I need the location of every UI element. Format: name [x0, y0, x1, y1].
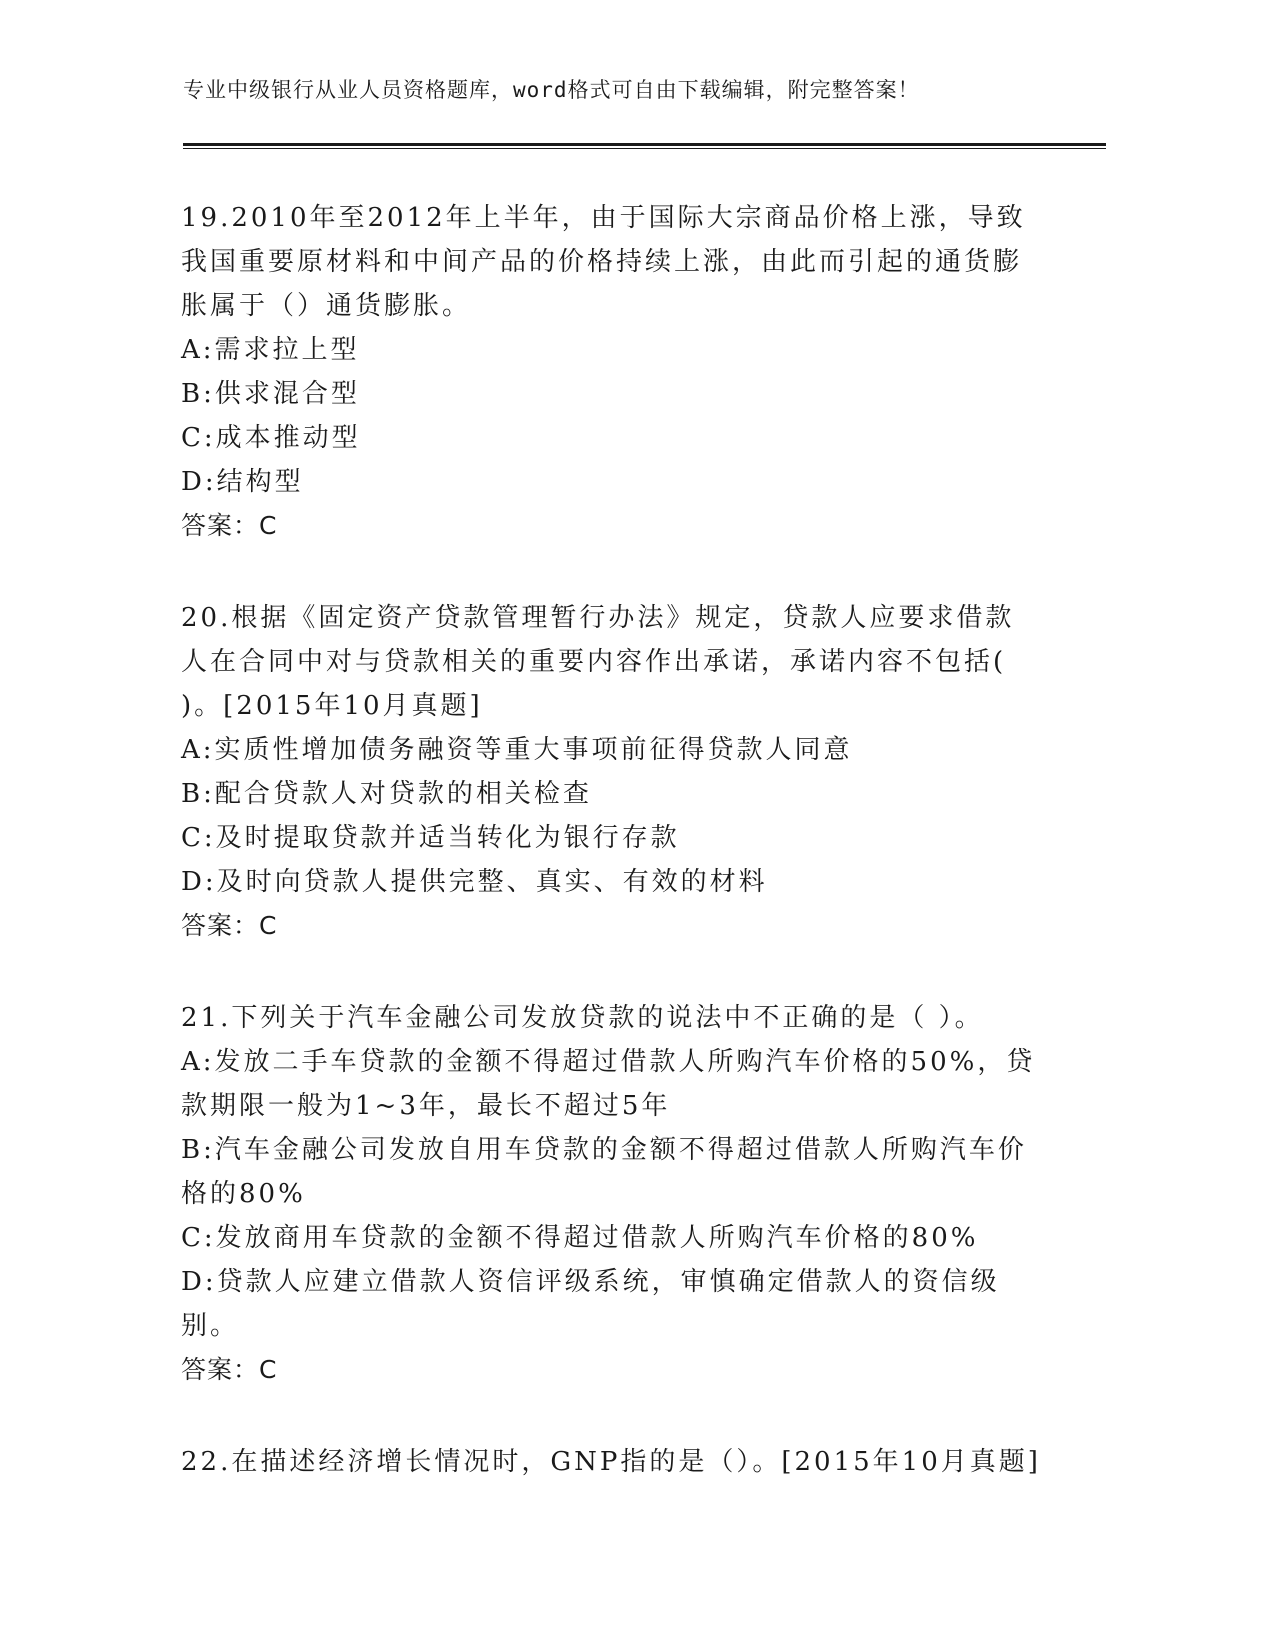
option-c: C:及时提取贷款并适当转化为银行存款: [181, 823, 680, 853]
question-list: [181, 196, 1041, 1484]
page-header: 专业中级银行从业人员资格题库，word格式可自由下载编辑，附完整答案！: [183, 78, 920, 102]
answer-line: 答案：C: [181, 911, 278, 940]
option-b: B:配合贷款人对贷款的相关检查: [181, 779, 592, 809]
option-d: D:贷款人应建立借款人资信评级系统，审慎确定借款人的资信级别。: [181, 1267, 1000, 1341]
option-b: B:汽车金融公司发放自用车贷款的金额不得超过借款人所购汽车价格的80%: [181, 1135, 1027, 1209]
answer-line: 答案：C: [181, 1355, 278, 1384]
option-b: B:供求混合型: [181, 379, 360, 409]
option-d: D:及时向贷款人提供完整、真实、有效的材料: [181, 867, 768, 897]
answer-line: 答案：C: [181, 511, 278, 540]
question-text: 21.下列关于汽车金融公司发放贷款的说法中不正确的是（ ）。: [181, 1003, 984, 1033]
option-d: D:结构型: [181, 467, 304, 497]
question-text: 22.在描述经济增长情况时，GNP指的是（）。[2015年10月真题]: [181, 1447, 1041, 1477]
question-22: [181, 1440, 1041, 1484]
option-c: C:发放商用车贷款的金额不得超过借款人所购汽车价格的80%: [181, 1223, 979, 1253]
option-a: A:实质性增加债务融资等重大事项前征得贷款人同意: [181, 735, 853, 765]
question-20: [181, 596, 1041, 948]
question-text: 19.2010年至2012年上半年，由于国际大宗商品价格上涨，导致我国重要原材料和中间产品的价格持续上涨，由此而引起的通货膨胀属于（）通货膨胀。: [181, 203, 1026, 321]
question-19: [181, 196, 1041, 548]
question-21: [181, 996, 1041, 1392]
question-text: 20.根据《固定资产贷款管理暂行办法》规定，贷款人应要求借款人在合同中对与贷款相关的重要内容作出承诺，承诺内容不包括( )。[2015年10月真题]: [181, 603, 1015, 721]
header-divider: [183, 143, 1106, 149]
option-a: A:发放二手车贷款的金额不得超过借款人所购汽车价格的50%，贷款期限一般为1~3年，最长不超过5年: [181, 1047, 1036, 1121]
option-a: A:需求拉上型: [181, 335, 360, 365]
option-c: C:成本推动型: [181, 423, 361, 453]
